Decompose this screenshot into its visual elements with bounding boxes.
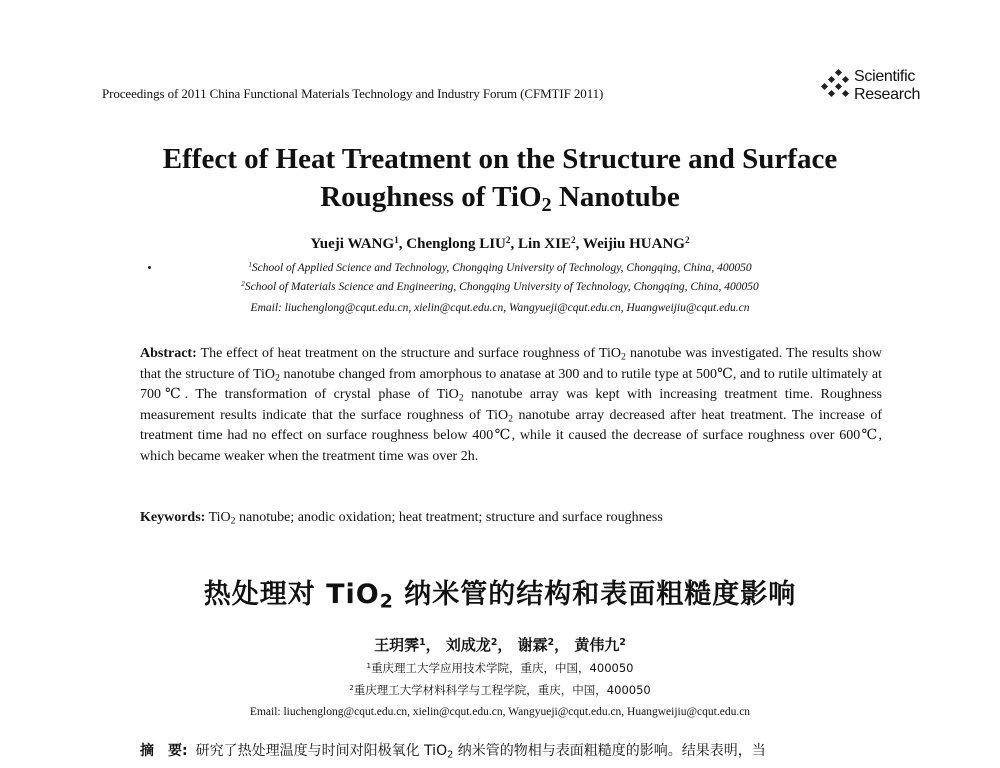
chinese-affiliation-1: $^1$重庆理工大学应用技术学院，重庆，中国，400050 [366,661,634,675]
author-name: 王玥霁 [374,636,420,654]
chinese-title: 热处理对 TiO$_2$ 纳米管的结构和表面粗糙度影响 [203,579,797,613]
chinese-author-list: 王玥霁$^1$， 刘成龙$^2$， 谢霖$^2$， 黄伟九$^2$ [374,636,626,654]
author-name: Lin XIE [518,236,571,252]
abstract: Abstract: The effect of heat treatment on the structure and surface roughness of TiO$_2$ nanotube was investigated. The results show that the structure of TiO$_2$ nanotube changed from amorphous to anatase at 300 and to rutile type at 500℃, and to rutile ultimately at 700℃. The transformation of crystal phase of TiO$_2$ nanotube array was kept with increasing treatment time. Roughness measurement results indicate that the surface roughness of TiO$_2$ nanotube array decreased after heat treatment. The increase of treatment time had no effect on surface roughness below 400℃, while it caused the decrease of surface roughness over 600℃, which became weaker when the treatment time was over 2h. [140,346,883,464]
publisher-name-line2: Research [854,86,921,103]
author-name: Weijiu HUANG [582,236,685,252]
abstract-label: Abstract: [140,346,197,361]
affiliation-2: $^2$School of Materials Science and Engineering, Chongqing University of Technology, Chongqing, China, 400050 [241,280,759,293]
affiliation-1: $^1$School of Applied Science and Technology, Chongqing University of Technology, Chongqing, China, 400050 [248,261,752,274]
author-name: 刘成龙 [445,636,491,654]
author-emails: Email: liuchenglong@cqut.edu.cn, xielin@cqut.edu.cn, Wangyueji@cqut.edu.cn, Huangweijiu@cqut.edu.cn [250,302,750,314]
author-list: Yueji WANG$^1$, Chenglong LIU$^2$, Lin XIE$^2$, Weijiu HUANG$^2$ [310,235,690,252]
author-name: 黄伟九 [574,636,620,654]
diamond-cluster-icon [818,68,852,104]
keywords: Keywords: TiO$_2$ nanotube; anodic oxidation; heat treatment; structure and surface roughness [140,510,663,527]
publisher-name-line1: Scientific [854,68,916,85]
chinese-abstract: 摘 要: 研究了热处理温度与时间对阳极氧化 TiO$_2$ 纳米管的物相与表面粗糙度的影响。结果表明，当 [140,743,766,761]
chinese-affiliation-2: $^2$重庆理工大学材料科学与工程学院，重庆，中国，400050 [349,683,651,697]
chinese-abstract-label: 摘 要: [140,743,188,759]
author-name: 谢霖 [517,636,548,654]
paper-title [0,140,1000,216]
author-name: Yueji WANG [310,236,395,252]
chinese-author-emails: Email: liuchenglong@cqut.edu.cn, xielin@cqut.edu.cn, Wangyueji@cqut.edu.cn, Huangweijiu@cqut.edu.cn [249,706,751,718]
publisher-logo [818,68,928,108]
author-name: Chenglong LIU [406,236,506,252]
title-line2: Roughness of TiO$_2$ Nanotube [320,181,680,217]
proceedings-header: Proceedings of 2011 China Functional Materials Technology and Industry Forum (CFMTIF 2011) [102,86,604,101]
title-line1: Effect of Heat Treatment on the Structure and Surface [162,143,838,175]
keywords-label: Keywords: [140,510,206,525]
